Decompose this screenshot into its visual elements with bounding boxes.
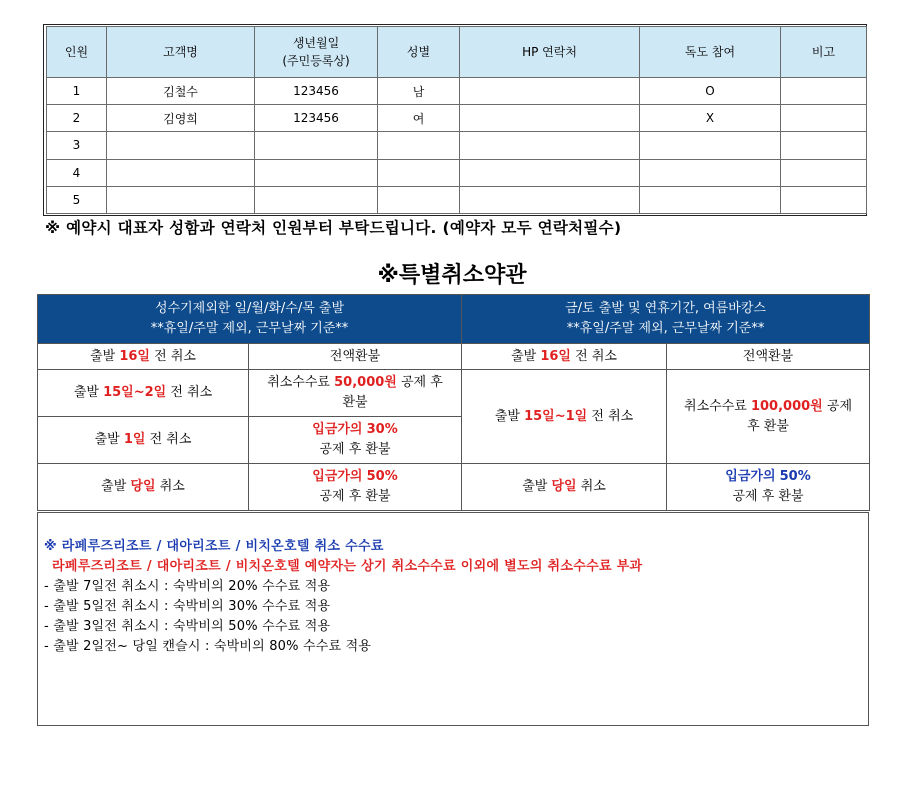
- cell-phone[interactable]: [460, 78, 640, 105]
- weekend-header-line1: 금/토 출발 및 연휴기간, 여름바캉스: [565, 301, 766, 316]
- cell-dokdo[interactable]: [640, 132, 781, 159]
- cancel-label: 취소: [580, 479, 606, 494]
- deduct-after-label: 공제 후: [401, 375, 443, 390]
- deduct-refund-label: 공제 후 환불: [732, 489, 804, 504]
- depart-label: 출발: [522, 479, 548, 494]
- policy-header-row: [38, 295, 870, 344]
- day-highlight: 15일~1일: [524, 408, 588, 424]
- table-row: [47, 78, 867, 105]
- day-highlight: 16일: [540, 348, 571, 364]
- cell-name[interactable]: [107, 159, 255, 186]
- cell-gender[interactable]: [378, 132, 460, 159]
- weekend-condition: [462, 370, 667, 464]
- weekday-result: [249, 464, 462, 511]
- deduct-refund-label: 공제 후 환불: [319, 442, 391, 457]
- cell-dokdo[interactable]: [640, 186, 781, 213]
- cell-dob[interactable]: 123456: [255, 78, 378, 105]
- weekday-header-line1: 성수기제외한 일/월/화/수/목 출발: [154, 301, 345, 316]
- guest-table-frame: [43, 24, 867, 216]
- cell-name[interactable]: 김철수: [107, 78, 255, 105]
- header-dokdo: 독도 참여: [640, 27, 781, 78]
- weekday-condition: [38, 344, 249, 370]
- header-no: 인원: [47, 27, 107, 78]
- before-cancel-label: 전 취소: [154, 348, 196, 364]
- weekday-result: [249, 370, 462, 417]
- cell-name[interactable]: [107, 186, 255, 213]
- depart-label: 출발: [511, 348, 537, 364]
- cell-dob[interactable]: [255, 186, 378, 213]
- weekend-header-line2: **휴일/주말 제외, 근무날짜 기준**: [566, 321, 765, 336]
- header-note: 비고: [781, 27, 867, 78]
- table-row: [47, 105, 867, 132]
- cell-phone[interactable]: [460, 159, 640, 186]
- cell-note[interactable]: [781, 159, 867, 186]
- cell-dob[interactable]: [255, 132, 378, 159]
- before-cancel-label: 전 취소: [170, 385, 213, 400]
- guest-table-header-row: [47, 27, 867, 78]
- cancel-label: 취소: [159, 479, 185, 494]
- table-row: [47, 159, 867, 186]
- cell-phone[interactable]: [460, 186, 640, 213]
- cell-dokdo[interactable]: [640, 159, 781, 186]
- cell-name[interactable]: 김영희: [107, 105, 255, 132]
- cell-note[interactable]: [781, 132, 867, 159]
- cell-phone[interactable]: [460, 132, 640, 159]
- cell-no: 4: [47, 159, 107, 186]
- guest-table: [46, 26, 867, 214]
- weekend-result: [667, 464, 870, 511]
- weekend-condition: [462, 344, 667, 370]
- day-highlight: 16일: [119, 348, 150, 364]
- fee-highlight: 50,000원: [334, 375, 397, 390]
- depart-label: 출발: [101, 479, 127, 494]
- header-dob: [255, 27, 378, 78]
- cell-dob[interactable]: [255, 159, 378, 186]
- header-name: 고객명: [107, 27, 255, 78]
- cancellation-policy-table: [37, 294, 870, 511]
- cell-gender[interactable]: 남: [378, 78, 460, 105]
- header-dob-line2: (주민등록상): [282, 54, 350, 68]
- day-highlight: 당일: [130, 479, 156, 494]
- cell-note[interactable]: [781, 186, 867, 213]
- depart-label: 출발: [94, 432, 120, 447]
- cell-no: 3: [47, 132, 107, 159]
- fee-rule: - 출발 7일전 취소시 : 숙박비의 20% 수수료 적용: [44, 579, 331, 594]
- percent-highlight: 50%: [779, 469, 811, 484]
- weekend-condition: [462, 464, 667, 511]
- cell-dokdo[interactable]: O: [640, 78, 781, 105]
- cell-name[interactable]: [107, 132, 255, 159]
- depart-label: 출발: [73, 385, 99, 400]
- after-refund-label: 후 환불: [747, 418, 789, 434]
- before-cancel-label: 전 취소: [591, 408, 634, 424]
- deposit-label: 입금가의: [312, 422, 363, 437]
- reservation-notice: ※ 예약시 대표자 성함과 연락처 인원부터 부탁드립니다. (예약자 모두 연락처필수): [45, 219, 622, 237]
- deposit-label: 입금가의: [312, 469, 363, 484]
- weekday-condition: [38, 370, 249, 417]
- policy-row: [38, 464, 870, 511]
- cell-note[interactable]: [781, 105, 867, 132]
- weekday-result: 전액환불: [249, 344, 462, 370]
- fee-highlight: 100,000원: [750, 398, 823, 414]
- day-highlight: 15일~2일: [103, 385, 167, 400]
- table-row: [47, 132, 867, 159]
- weekday-condition: [38, 417, 249, 464]
- deduct-refund-label: 공제 후 환불: [319, 489, 391, 504]
- policy-title: ※특별취소약관: [377, 263, 527, 288]
- cell-gender[interactable]: [378, 186, 460, 213]
- resort-fee-box: [37, 512, 869, 726]
- fee-rule: - 출발 5일전 취소시 : 숙박비의 30% 수수료 적용: [44, 599, 331, 614]
- day-highlight: 1일: [123, 432, 146, 447]
- fee-rule: - 출발 2일전~ 당일 캔슬시 : 숙박비의 80% 수수료 적용: [44, 639, 372, 654]
- cell-dokdo[interactable]: X: [640, 105, 781, 132]
- depart-label: 출발: [90, 348, 116, 364]
- fee-label: 취소수수료: [684, 398, 747, 414]
- cell-note[interactable]: [781, 78, 867, 105]
- weekend-result: 전액환불: [667, 344, 870, 370]
- cell-no: 2: [47, 105, 107, 132]
- policy-row: [38, 370, 870, 417]
- header-dob-line1: 생년월일: [292, 36, 340, 50]
- depart-label: 출발: [494, 408, 520, 424]
- fee-warning: 라페루즈리조트 / 대아리조트 / 비치온호텔 예약자는 상기 취소수수료 이외에 별도의 취소수수료 부과: [52, 559, 643, 574]
- before-cancel-label: 전 취소: [575, 348, 617, 364]
- cell-gender[interactable]: 여: [378, 105, 460, 132]
- fee-label: 취소수수료: [267, 375, 330, 390]
- header-phone: HP 연락처: [460, 27, 640, 78]
- weekend-result: [667, 370, 870, 464]
- weekday-header-line2: **휴일/주말 제외, 근무날짜 기준**: [150, 321, 349, 336]
- policy-row: [38, 344, 870, 370]
- cell-dob[interactable]: 123456: [255, 105, 378, 132]
- percent-highlight: 50%: [366, 469, 398, 484]
- day-highlight: 당일: [551, 479, 577, 494]
- fee-title: ※ 라페루즈리조트 / 대아리조트 / 비치온호텔 취소 수수료: [44, 539, 384, 554]
- refund-label: 환불: [342, 395, 368, 410]
- weekend-header: [462, 295, 870, 344]
- fee-rule: - 출발 3일전 취소시 : 숙박비의 50% 수수료 적용: [44, 619, 331, 634]
- cell-no: 1: [47, 78, 107, 105]
- cell-no: 5: [47, 186, 107, 213]
- weekday-condition: [38, 464, 249, 511]
- table-row: [47, 186, 867, 213]
- weekday-result: [249, 417, 462, 464]
- before-cancel-label: 전 취소: [149, 432, 192, 447]
- header-gender: 성별: [378, 27, 460, 78]
- deduct-label: 공제: [826, 398, 853, 414]
- cell-gender[interactable]: [378, 159, 460, 186]
- percent-highlight: 30%: [366, 422, 398, 437]
- weekday-header: [38, 295, 462, 344]
- deposit-label: 입금가의: [725, 469, 776, 484]
- cell-phone[interactable]: [460, 105, 640, 132]
